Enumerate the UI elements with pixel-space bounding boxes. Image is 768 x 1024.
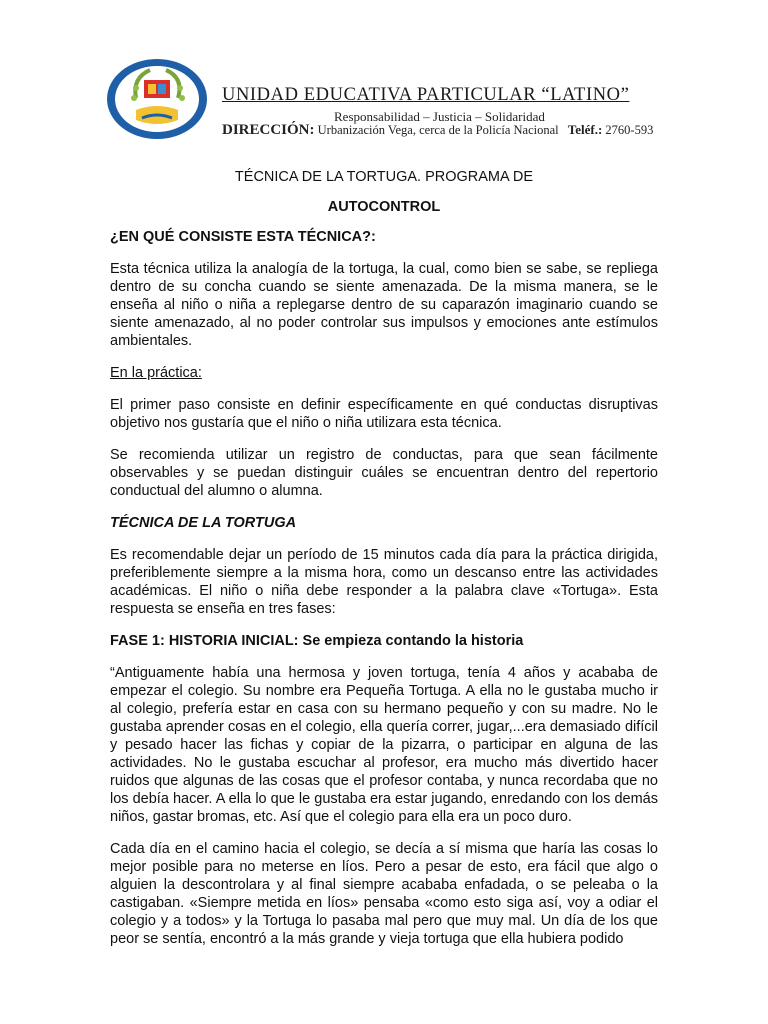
practice-heading: En la práctica: bbox=[110, 365, 202, 381]
paragraph-1: Esta técnica utiliza la analogía de la tortuga, la cual, como bien se sabe, se repliega dentro de su concha cuando se siente amenazada. De la misma manera, se le enseña al niño o niña a replegarse dentro de su caparazón imaginario cuando se siente amenazado, al no poder controlar sus impulsos y emociones ante estímulos ambientales. bbox=[110, 261, 658, 349]
doc-title-line1: TÉCNICA DE LA TORTUGA. PROGRAMA DE bbox=[234, 169, 534, 185]
question-heading: ¿EN QUÉ CONSISTE ESTA TÉCNICA?: bbox=[110, 229, 376, 245]
school-name: UNIDAD EDUCATIVA PARTICULAR “LATINO” bbox=[222, 85, 630, 105]
paragraph-5: “Antiguamente había una hermosa y joven tortuga, tenía 4 años y acababa de empezar el colegio. Su nombre era Pequeña Tortuga. A ella no le gustaba mucho ir al colegio, prefería estar en casa con su hermano pequeño y con su madre. No le gustaba aprender cosas en el colegio, ella quería correr, jugar,...era demasiado difícil y pesado hacer las fichas y copiar de la pizarra, o participar en alguna de las actividades. No le gustaba escuchar al profesor, era mucho más divertido hacer ruidos que algunas de las cosas que el profesor contaba, y nunca recordaba que no los debía hacer. A ella lo que le gustaba era estar jugando, enredando con los demás niños, gastar bromas, etc. Así que el colegio para ella era un poco duro. bbox=[110, 665, 658, 825]
address-line bbox=[222, 122, 662, 139]
document-body bbox=[110, 168, 658, 948]
paragraph-4: Es recomendable dejar un período de 15 minutos cada día para la práctica dirigida, preferiblemente siempre a la misma hora, como un descanso entre las actividades académicas. El niño o niña debe responder a la palabra clave «Tortuga». Esta respuesta se enseña en tres fases: bbox=[110, 547, 658, 617]
technique-heading: TÉCNICA DE LA TORTUGA bbox=[110, 515, 297, 531]
phone-label: Teléf.: bbox=[567, 122, 603, 137]
paragraph-6: Cada día en el camino hacia el colegio, se decía a sí misma que haría las cosas lo mejor posible para no meterse en líos. Pero a pesar de esto, era fácil que algo o alguien la descontrolara y al final siempre acababa enfadada, o se peleaba o la castigaban. «Siempre metida en líos» pensaba «como esto siga así, voy a odiar el colegio y a todos» y la Tortuga lo pasaba mal pero que muy mal. Un día de los que peor se sentía, encontró a la más grande y vieja tortuga que ella hubiera podido bbox=[110, 841, 658, 947]
school-logo bbox=[106, 58, 208, 140]
phase1-heading: FASE 1: HISTORIA INICIAL: Se empieza contando la historia bbox=[110, 633, 524, 649]
school-motto: Responsabilidad – Justicia – Solidaridad bbox=[334, 109, 545, 124]
address-label: DIRECCIÓN: bbox=[222, 122, 315, 138]
paragraph-2: El primer paso consiste en definir específicamente en qué conductas disruptivas objetivo nos gustaría que el niño o niña utilizara esta técnica. bbox=[110, 397, 658, 431]
address-text: Urbanización Vega, cerca de la Policía Nacional bbox=[317, 123, 559, 137]
paragraph-3: Se recomienda utilizar un registro de conductas, para que sean fácilmente observables y se puedan distinguir cuáles se encuentran dentro del repertorio conductual del alumno o alumna. bbox=[110, 447, 658, 499]
doc-title-line2: AUTOCONTROL bbox=[327, 199, 441, 215]
phone-number: 2760-593 bbox=[605, 123, 654, 137]
